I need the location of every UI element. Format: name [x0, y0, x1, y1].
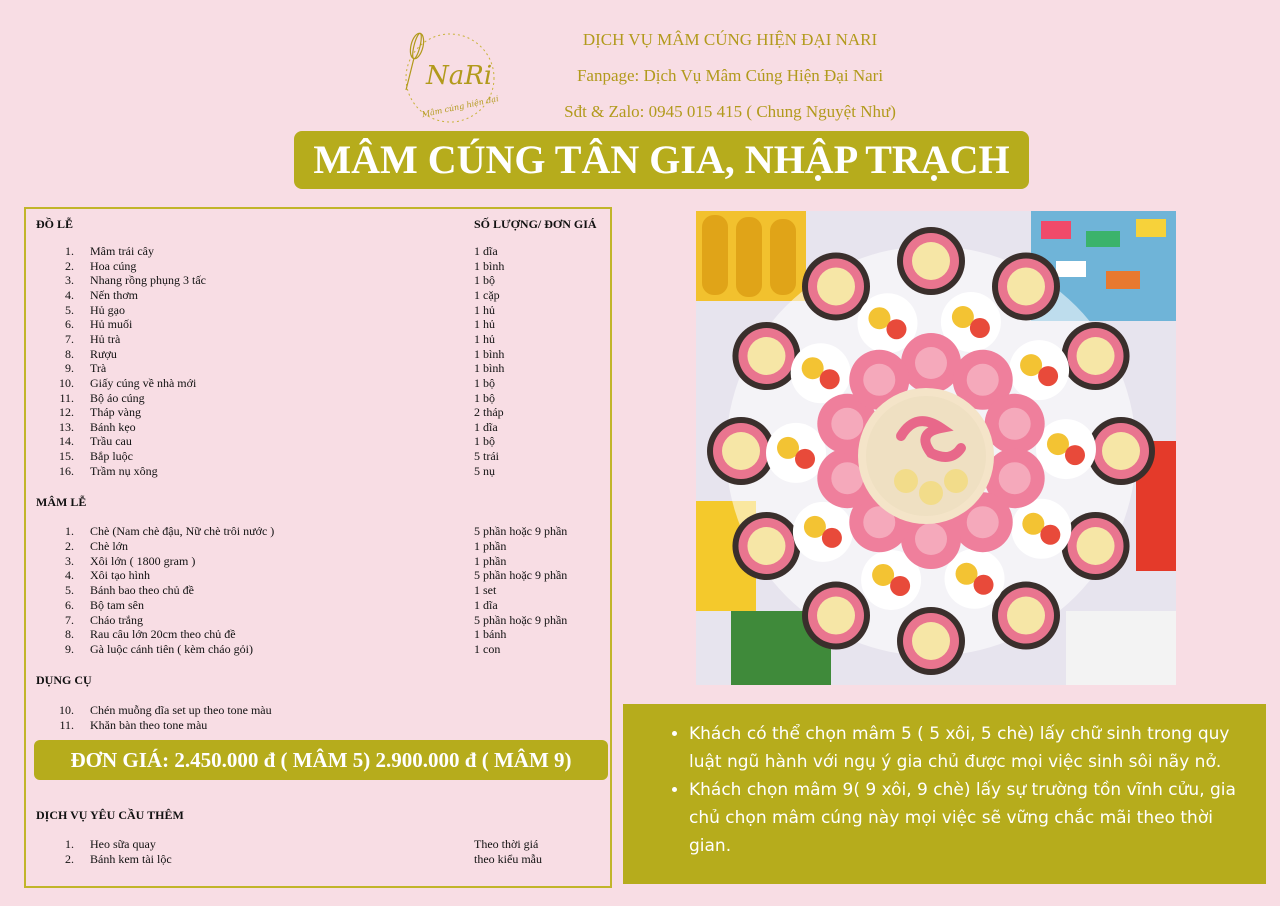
list-item: [26, 852, 610, 867]
list-item: [26, 391, 610, 406]
item-number: 8.: [65, 346, 74, 361]
item-number: 10.: [59, 703, 74, 717]
cup-topping: [1077, 527, 1115, 565]
list-item: [26, 554, 610, 569]
item-quantity: 1 phần: [474, 538, 507, 553]
item-name: Mâm trái cây: [90, 244, 154, 258]
list-item: [26, 642, 610, 657]
list-item: [26, 273, 610, 288]
item-number: 1.: [65, 244, 74, 258]
item-name: Giấy cúng về nhà mới: [90, 375, 197, 390]
item-quantity: 1 bộ: [474, 390, 495, 405]
item-name: Heo sữa quay: [90, 837, 156, 851]
item-name: Gà luộc cánh tiên ( kèm cháo gỏi): [90, 642, 253, 656]
list-item: [26, 347, 610, 362]
list-item: [26, 718, 610, 733]
item-name: Hủ gạo: [90, 302, 125, 317]
item-name: Nhang rồng phụng 3 tấc: [90, 273, 206, 288]
notes-box: [623, 704, 1266, 884]
sweet-ball: [820, 369, 840, 389]
item-number: 11.: [59, 390, 74, 405]
list-item: [26, 420, 610, 435]
list-item: [26, 598, 610, 613]
item-number: 3.: [65, 273, 74, 288]
list-item: [26, 703, 610, 718]
item-quantity: 1 con: [474, 642, 501, 656]
sweet-ball: [1065, 445, 1085, 465]
cup-topping: [747, 527, 785, 565]
header-fanpage: Fanpage: Dịch Vụ Mâm Cúng Hiện Đại Nari: [576, 66, 884, 85]
item-number: 14.: [59, 434, 74, 449]
list-item: [26, 244, 610, 259]
item-number: 13.: [59, 419, 74, 434]
item-name: Nến thơm: [90, 287, 139, 302]
list-item: [26, 303, 610, 318]
item-number: 5.: [65, 302, 74, 317]
item-number: 7.: [65, 331, 74, 346]
item-number: 2.: [65, 258, 74, 273]
item-quantity: 1 set: [474, 583, 497, 597]
cup-topping: [817, 267, 855, 305]
item-number: 2.: [65, 852, 74, 866]
item-quantity: 1 hủ: [474, 302, 495, 317]
item-number: 16.: [59, 463, 74, 478]
section-heading-do-le: ĐỒ LỄ: [36, 217, 74, 231]
list-item: [26, 583, 610, 598]
item-number: 5.: [65, 583, 74, 597]
item-quantity: 1 dĩa: [474, 419, 498, 434]
flower-center: [831, 462, 863, 494]
list-item: [26, 464, 610, 479]
item-name: Rượu: [90, 346, 117, 361]
item-quantity: 1 hủ: [474, 317, 495, 332]
item-name: Trầu cau: [90, 434, 132, 449]
item-name: Chè (Nam chè đậu, Nữ chè trôi nước ): [90, 524, 275, 538]
sweet-ball: [890, 576, 910, 596]
list-item: [26, 361, 610, 376]
item-name: Bắp luộc: [90, 449, 133, 464]
item-quantity: 2 tháp: [474, 405, 504, 420]
item-number: 12.: [59, 405, 74, 420]
quantity-column-heading: SỐ LƯỢNG/ ĐƠN GIÁ: [474, 217, 597, 231]
sweet-ball: [1038, 366, 1058, 386]
item-quantity: 1 bộ: [474, 434, 495, 449]
flower-center: [831, 408, 863, 440]
list-item: [26, 332, 610, 347]
item-number: 4.: [65, 287, 74, 302]
sweet-ball: [970, 318, 990, 338]
cup-topping: [912, 242, 950, 280]
item-name: Xôi tạo hình: [90, 568, 150, 583]
flower-center: [915, 347, 947, 379]
item-name: Bánh kem tài lộc: [90, 852, 172, 866]
item-name: Khăn bàn theo tone màu: [90, 717, 208, 732]
offerings-list: [24, 207, 612, 888]
item-name: Hủ trà: [90, 331, 121, 346]
item-quantity: 1 dĩa: [474, 244, 498, 258]
item-number: 1.: [65, 524, 74, 538]
item-quantity: theo kiểu mẫu: [474, 852, 542, 866]
item-number: 10.: [59, 375, 74, 390]
list-item: [26, 568, 610, 583]
item-name: Hủ muối: [90, 317, 133, 332]
offering-tray-photo: [696, 211, 1176, 685]
note-item: • Khách chọn mâm 9( 9 xôi, 9 chè) lấy sự trường tồn vĩnh cửu, gia chủ chọn mâm cúng này mọi việc sẽ vững chắc mãi theo thời gian.: [689, 776, 1236, 860]
list-item: [26, 613, 610, 628]
svg-text:Mâm cúng hiện đại: Mâm cúng hiện đại: [421, 94, 500, 120]
item-quantity: 1 bánh: [474, 627, 507, 642]
cup-topping: [722, 432, 760, 470]
item-quantity: 1 bình: [474, 346, 505, 361]
list-item: [26, 259, 610, 274]
item-name: Trà: [90, 361, 107, 376]
flower-center: [999, 462, 1031, 494]
flower-center: [915, 523, 947, 555]
cup-topping: [1102, 432, 1140, 470]
header-contact: Sđt & Zalo: 0945 015 415 ( Chung Nguyệt Như): [564, 102, 896, 121]
list-item: [26, 524, 610, 539]
item-number: 15.: [59, 449, 74, 464]
list-item: [26, 434, 610, 449]
sweet-ball: [1040, 525, 1060, 545]
item-name: Chén muỗng dĩa set up theo tone màu: [90, 703, 272, 717]
sweet-ball: [795, 449, 815, 469]
sweet-ball: [822, 528, 842, 548]
item-name: Bộ tam sên: [90, 597, 144, 612]
item-name: Bánh kẹo: [90, 419, 136, 434]
item-name: Hoa cúng: [90, 258, 137, 273]
item-quantity: 1 phần: [474, 553, 507, 568]
cup-topping: [1007, 267, 1045, 305]
list-item: [26, 627, 610, 642]
section-heading-dung-cu: DỤNG CỤ: [36, 673, 92, 687]
notes-list: [623, 704, 1266, 860]
item-quantity: 1 bình: [474, 361, 505, 376]
item-name: Chè lớn: [90, 538, 129, 553]
item-quantity: 1 bộ: [474, 375, 495, 390]
list-item: [26, 376, 610, 391]
item-number: 4.: [65, 568, 74, 583]
item-quantity: 1 hủ: [474, 331, 495, 346]
item-quantity: 5 nụ: [474, 463, 495, 478]
flower-center: [999, 408, 1031, 440]
item-quantity: 5 phần hoặc 9 phần: [474, 612, 568, 627]
note-item: • Khách có thể chọn mâm 5 ( 5 xôi, 5 chè) lấy chữ sinh trong quy luật ngũ hành với ngụ ý gia chủ được mọi việc sinh sôi nãy nở.: [689, 720, 1236, 776]
item-name: Bánh bao theo chủ đề: [90, 583, 194, 597]
item-number: 2.: [65, 538, 74, 553]
item-number: 6.: [65, 317, 74, 332]
item-number: 9.: [65, 642, 74, 656]
item-name: Tháp vàng: [90, 405, 141, 420]
item-number: 7.: [65, 612, 74, 627]
item-name: Cháo trắng: [90, 612, 143, 627]
item-number: 6.: [65, 597, 74, 612]
sweet-ball: [974, 575, 994, 595]
list-item: [26, 449, 610, 464]
cup-topping: [817, 597, 855, 635]
sweet-ball: [886, 319, 906, 339]
list-item: [26, 539, 610, 554]
cup-topping: [1007, 597, 1045, 635]
item-number: 11.: [59, 717, 74, 732]
header-business-name: DỊCH VỤ MÂM CÚNG HIỆN ĐẠI NARI: [582, 30, 878, 49]
item-number: 9.: [65, 361, 74, 376]
item-quantity: 5 phần hoặc 9 phần: [474, 524, 568, 538]
price-banner: ĐƠN GIÁ: 2.450.000 đ ( MÂM 5) 2.900.000 đ ( MÂM 9): [34, 740, 608, 780]
list-item: [26, 288, 610, 303]
item-number: 1.: [65, 837, 74, 851]
item-quantity: 1 cặp: [474, 287, 500, 302]
list-item: [26, 837, 610, 852]
item-name: Rau câu lớn 20cm theo chủ đề: [90, 627, 236, 642]
list-item: [26, 317, 610, 332]
item-number: 8.: [65, 627, 74, 642]
item-name: Bộ áo cúng: [90, 390, 145, 405]
item-quantity: 1 dĩa: [474, 597, 498, 612]
cup-topping: [747, 337, 785, 375]
section-heading-extra: DỊCH VỤ YÊU CẦU THÊM: [36, 808, 184, 822]
flower-center: [967, 364, 999, 396]
flower-center: [967, 506, 999, 538]
item-quantity: 5 phần hoặc 9 phần: [474, 568, 568, 583]
item-quantity: 1 bình: [474, 258, 505, 273]
item-quantity: 1 bộ: [474, 273, 495, 288]
item-name: Trầm nụ xông: [90, 463, 158, 478]
item-number: 3.: [65, 553, 74, 568]
cup-topping: [912, 622, 950, 660]
flower-center: [863, 364, 895, 396]
item-quantity: Theo thời giá: [474, 837, 539, 851]
nari-logo: [392, 28, 502, 128]
page-title: MÂM CÚNG TÂN GIA, NHẬP TRẠCH: [294, 131, 1029, 189]
item-quantity: 5 trái: [474, 449, 499, 464]
section-heading-mam-le: MÂM LỄ: [36, 495, 87, 509]
item-name: Xôi lớn ( 1800 gram ): [90, 553, 196, 568]
list-item: [26, 405, 610, 420]
svg-text:NaRi: NaRi: [426, 61, 493, 91]
cup-topping: [1077, 337, 1115, 375]
